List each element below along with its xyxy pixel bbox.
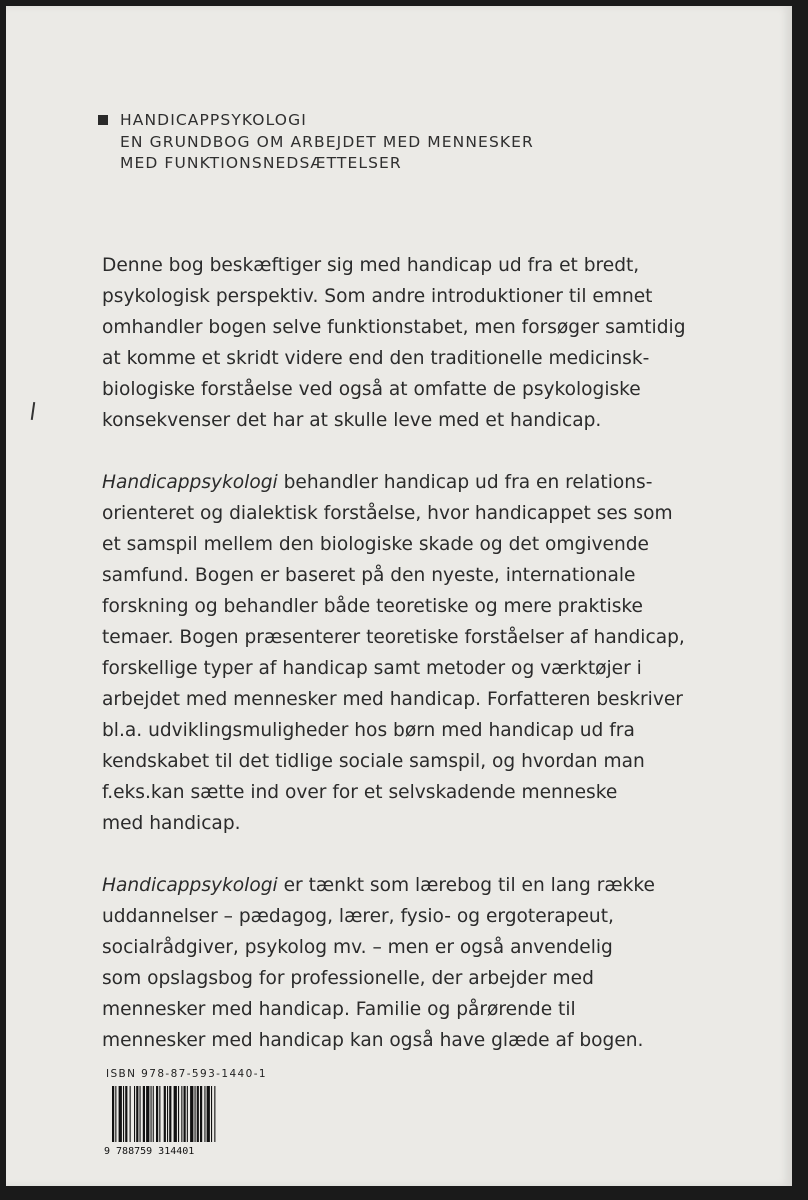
text-line: Denne bog beskæftiger sig med handicap ud fra et bredt, (102, 255, 640, 276)
barcode-bar (156, 1086, 158, 1142)
text-line: omhandler bogen selve funktionstabet, men forsøger samtidig (102, 317, 686, 338)
text-line: socialrådgiver, psykolog mv. – men er også anvendelig (102, 937, 613, 958)
header-subtitle-line-1: EN GRUNDBOG OM ARBEJDET MED MENNESKER (120, 132, 534, 151)
text-line: samfund. Bogen er baseret på den nyeste, internationale (102, 565, 636, 586)
text-line: forskellige typer af handicap samt metoder og værktøjer i (102, 658, 642, 679)
barcode-bar (207, 1086, 210, 1142)
text-line (102, 467, 742, 498)
header-block (98, 110, 534, 175)
text-line: at komme et skridt videre end den traditionelle medicinsk- (102, 348, 650, 369)
square-bullet-icon (98, 115, 108, 125)
barcode-bar (214, 1086, 215, 1142)
text-line: mennesker med handicap. Familie og pårørende til (102, 999, 576, 1020)
barcode-bar (112, 1086, 114, 1142)
barcode-bar (159, 1086, 160, 1142)
barcode-bar (136, 1086, 138, 1142)
barcode-bar (190, 1086, 193, 1142)
isbn-label: ISBN 978-87-593-1440-1 (106, 1068, 267, 1080)
barcode-bar (143, 1086, 145, 1142)
barcode-bar (181, 1086, 182, 1142)
barcode-bar (151, 1086, 152, 1142)
back-cover (6, 6, 792, 1186)
text-line: konsekvenser det har at skulle leve med et handicap. (102, 410, 602, 431)
blurb (102, 250, 742, 1087)
text-line: temaer. Bogen præsenterer teoretiske forståelser af handicap, (102, 627, 685, 648)
book-title: Handicappsykologi (102, 472, 278, 493)
text-line: med handicap. (102, 813, 241, 834)
text-line: biologiske forståelse ved også at omfatte de psykologiske (102, 379, 641, 400)
barcode-bar (134, 1086, 135, 1142)
barcode-bar (125, 1086, 127, 1142)
barcode-bar (200, 1086, 202, 1142)
text-line: orienteret og dialektisk forståelse, hvor handicappet ses som (102, 503, 673, 524)
barcode-bar (153, 1086, 154, 1142)
text-line: uddannelser – pædagog, lærer, fysio- og ergoterapeut, (102, 906, 614, 927)
text-line: f.eks.kan sætte ind over for et selvskadende menneske (102, 782, 618, 803)
barcode-bar (184, 1086, 186, 1142)
barcode-bar (187, 1086, 188, 1142)
text-line (102, 870, 742, 901)
barcode-bar (167, 1086, 168, 1142)
text-line: et samspil mellem den biologiske skade og det omgivende (102, 534, 649, 555)
text-line: kendskabet til det tidlige sociale samspil, og hvordan man (102, 751, 645, 772)
text-fragment: er tænkt som lærebog til en lang række (277, 875, 655, 896)
barcode-bar (204, 1086, 205, 1142)
book-title: Handicappsykologi (102, 875, 278, 896)
barcode-bar (211, 1086, 212, 1142)
barcode-bar (146, 1086, 149, 1142)
paragraph-1 (102, 250, 742, 436)
barcode-bar (164, 1086, 166, 1142)
barcode-bar (123, 1086, 124, 1142)
text-fragment: behandler handicap ud fra en relations- (277, 472, 653, 493)
text-line: psykologisk perspektiv. Som andre introduktioner til emnet (102, 286, 653, 307)
barcode-bar (140, 1086, 141, 1142)
barcode-bar (130, 1086, 131, 1142)
pen-mark (31, 402, 35, 420)
barcode-bar (174, 1086, 177, 1142)
barcode-bar (169, 1086, 171, 1142)
header-title: HANDICAPPSYKOLOGI (120, 111, 307, 129)
text-line: som opslagsbog for professionelle, der arbejder med (102, 968, 594, 989)
barcode-bar (195, 1086, 196, 1142)
text-line: mennesker med handicap kan også have glæde af bogen. (102, 1030, 644, 1051)
barcode-bar (178, 1086, 179, 1142)
header-subtitle-line-2: MED FUNKTIONSNEDSÆTTELSER (120, 154, 402, 172)
barcode-bar (197, 1086, 199, 1142)
text-line: bl.a. udviklingsmuligheder hos børn med handicap ud fra (102, 720, 635, 741)
barcode-digits: 9 788759 314401 (104, 1146, 195, 1156)
text-line: arbejdet med mennesker med handicap. Forfatteren beskriver (102, 689, 683, 710)
paragraph-2 (102, 467, 742, 839)
barcode (102, 1084, 252, 1156)
barcode-bar (119, 1086, 122, 1142)
text-line: forskning og behandler både teoretiske og mere praktiske (102, 596, 643, 617)
barcode-bar (115, 1086, 116, 1142)
paragraph-3 (102, 870, 742, 1056)
